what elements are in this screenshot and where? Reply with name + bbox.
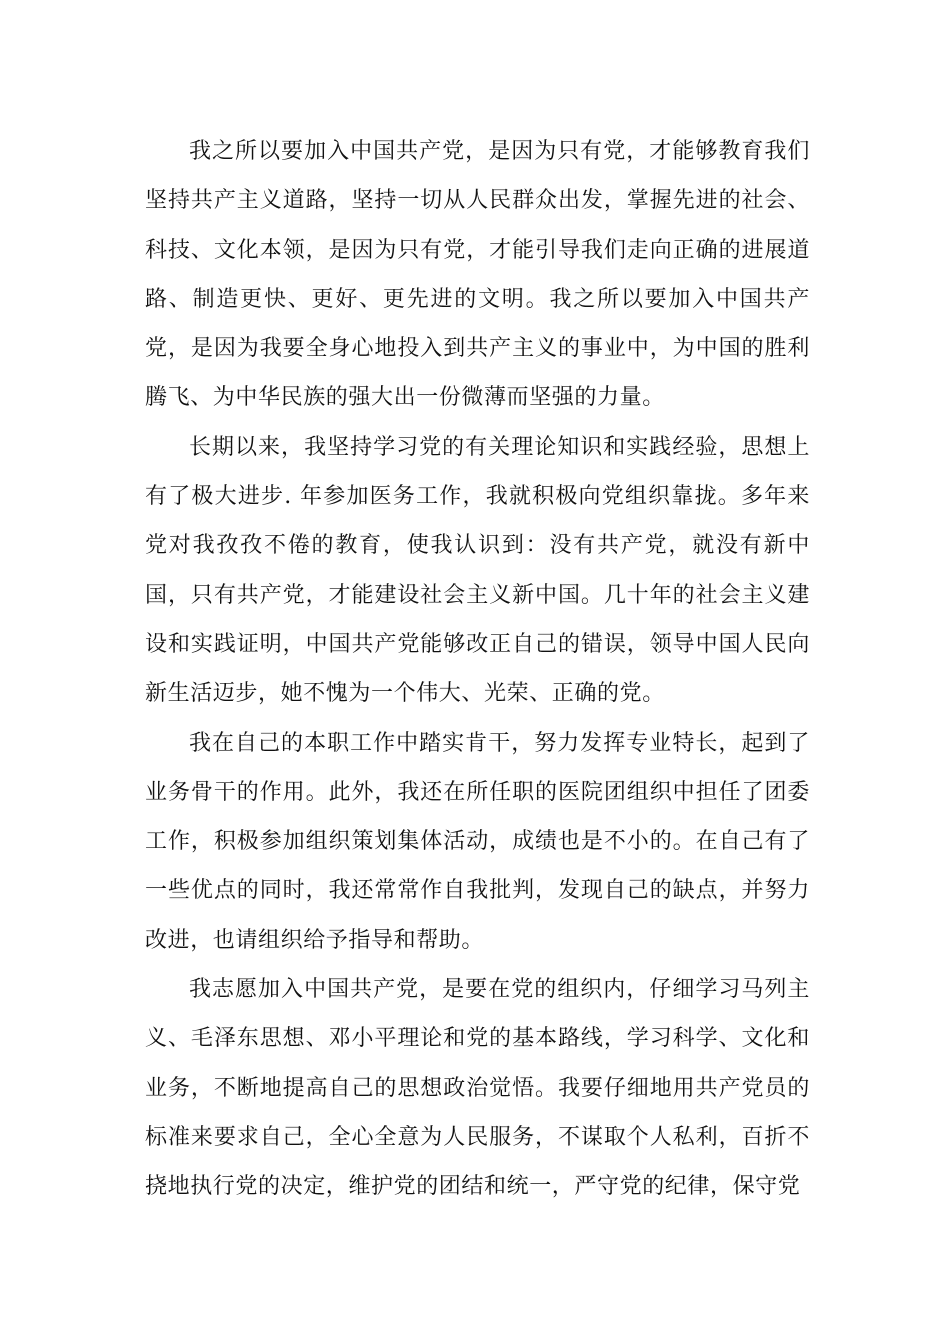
paragraph-2: 长期以来，我坚持学习党的有关理论知识和实践经验，思想上有了极大进步. 年参加医务工作，我就积极向党组织靠拢。多年来党对我孜孜不倦的教育，使我认识到：没有共产党，就没有新中国，只有共产党，才能建设社会主义新中国。几十年的社会主义建设和实践证明，中国共产党能够改正自己的错误，领导中国人民向新生活迈步，她不愧为一个伟大、光荣、正确的党。	[145, 434, 810, 707]
paragraph-1: 我之所以要加入中国共产党，是因为只有党，才能够教育我们坚持共产主义道路，坚持一切从人民群众出发，掌握先进的社会、科技、文化本领，是因为只有党，才能引导我们走向正确的进展道路、制造更快、更好、更先进的文明。我之所以要加入中国共产党，是因为我要全身心地投入到共产主义的事业中，为中国的胜利腾飞、为中华民族的强大出一份微薄而坚强的力量。	[145, 139, 810, 411]
paragraph-4: 我志愿加入中国共产党，是要在党的组织内，仔细学习马列主义、毛泽东思想、邓小平理论和党的基本路线，学习科学、文化和业务，不断地提高自己的思想政治觉悟。我要仔细地用共产党员的标准来要求自己，全心全意为人民服务，不谋取个人私利，百折不挠地执行党的决定，维护党的团结和统一，严守党的纪律，保守党	[145, 977, 810, 1200]
document-body	[145, 127, 810, 1212]
paragraph-3: 我在自己的本职工作中踏实肯干，努力发挥专业特长，起到了业务骨干的作用。此外，我还在所任职的医院团组织中担任了团委工作，积极参加组织策划集体活动，成绩也是不小的。在自己有了一些优点的同时，我还常常作自我批判，发现自己的缺点，并努力改进，也请组织给予指导和帮助。	[145, 730, 810, 953]
